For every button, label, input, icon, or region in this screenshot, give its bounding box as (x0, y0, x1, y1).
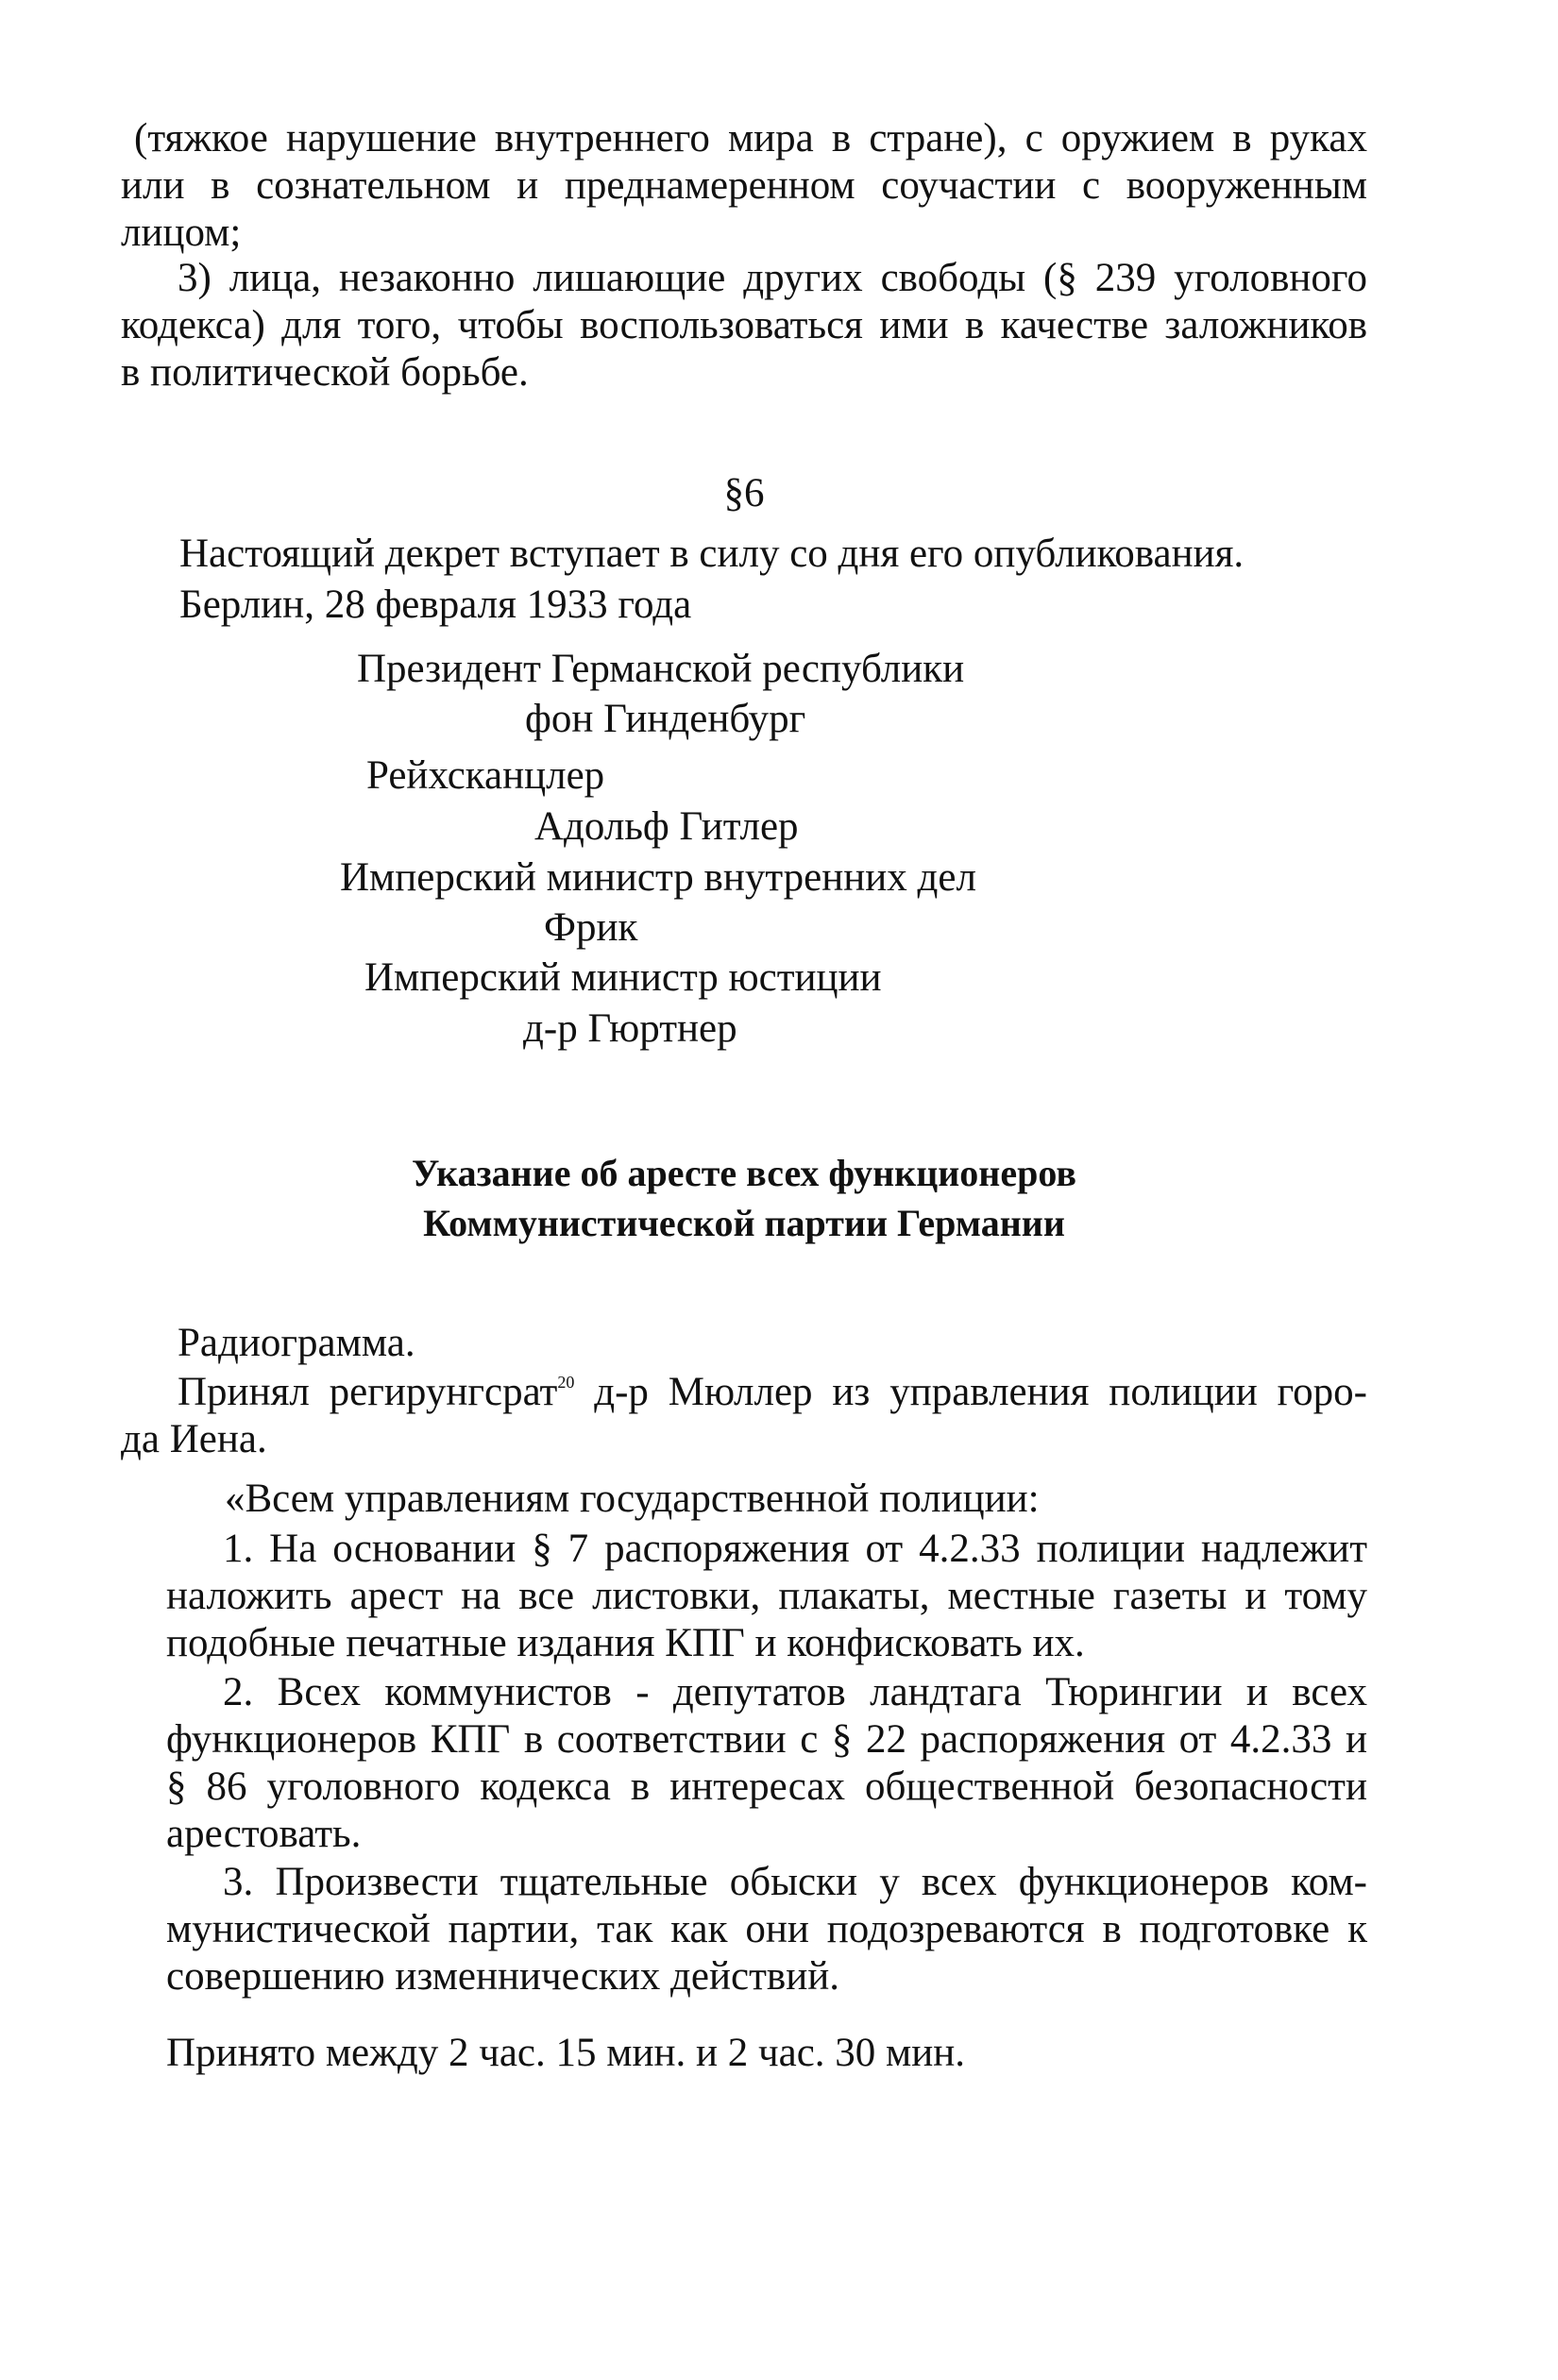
text-line (121, 1369, 1367, 1416)
place-date: Берлин, 28 февраля 1933 года (179, 582, 692, 627)
text-line: лицом; (121, 211, 242, 255)
interior-minister-title: Имперский министр внутренних дел (340, 855, 976, 900)
chancellor-name: Адольф Гитлер (534, 804, 799, 849)
text-line: в политической борьбе. (121, 350, 529, 395)
justice-minister-name: д-р Гюртнер (523, 1006, 737, 1051)
radiogram-label: Радиограмма. (178, 1321, 415, 1365)
footnote-ref: 20 (557, 1373, 575, 1392)
chancellor-title: Рейхсканцлер (366, 753, 605, 798)
text-line: функционеров КПГ в соответствии с § 22 распоряжения от 4.2.33 и (166, 1717, 1367, 1762)
text-line: совершению изменнических действий. (166, 1954, 839, 1999)
text-line: подобные печатные издания КПГ и конфисковать их. (166, 1621, 1085, 1665)
text-line: 3. Произвести тщательные обыски у всех функционеров ком- (223, 1860, 1367, 1904)
order-title-line2: Коммунистической партии Германии (423, 1202, 1065, 1244)
paragraph-item-3 (121, 255, 1367, 397)
order-item-3 (166, 1859, 1367, 2000)
text-line: наложить арест на все листовки, плакаты, местные газеты и тому (166, 1574, 1367, 1618)
order-item-1 (166, 1526, 1367, 1667)
received-text-cont: д-р Мюллер из управления полиции горо- (574, 1370, 1367, 1414)
text-line: арестовать. (166, 1812, 362, 1856)
president-name: фон Гинденбург (525, 697, 806, 741)
received-paragraph (121, 1369, 1367, 1463)
text-line: 1. На основании § 7 распоряжения от 4.2.33 полиции надлежит (223, 1527, 1367, 1571)
president-title: Президент Германской республики (357, 647, 965, 691)
text-line: 2. Всех коммунистов - депутатов ландтага Тюрингии и всех (223, 1670, 1367, 1714)
text-line: кодекса) для того, чтобы воспользоваться ими в качестве заложников (121, 303, 1367, 347)
order-title-line1: Указание об аресте всех функционеров (412, 1152, 1076, 1194)
section-heading: §6 (723, 471, 765, 515)
accepted-time: Принято между 2 час. 15 мин. и 2 час. 30 мин. (166, 2031, 966, 2075)
justice-minister-title: Имперский министр юстиции (364, 955, 882, 1000)
text-line: (тяжкое нарушение внутреннего мира в стране), с оружием в руках (134, 116, 1367, 160)
text-line: или в сознательном и преднамеренном соучастии с вооруженным (121, 163, 1367, 208)
text-line: да Иена. (121, 1417, 267, 1461)
text-line: 3) лица, незаконно лишающие других свободы (§ 239 уголовного (178, 256, 1367, 300)
address-line: «Всем управлениям государственной полиции: (225, 1477, 1040, 1521)
interior-minister-name: Фрик (544, 905, 638, 950)
paragraph-continuation (121, 115, 1367, 257)
order-item-2 (166, 1669, 1367, 1858)
received-text: Принял регирунгсрат (178, 1370, 558, 1414)
text-line: мунистической партии, так как они подозреваются в подготовке к (166, 1907, 1367, 1951)
text-line: § 86 уголовного кодекса в интересах общественной безопасности (166, 1764, 1367, 1809)
section-text: Настоящий декрет вступает в силу со дня его опубликования. (179, 532, 1245, 576)
